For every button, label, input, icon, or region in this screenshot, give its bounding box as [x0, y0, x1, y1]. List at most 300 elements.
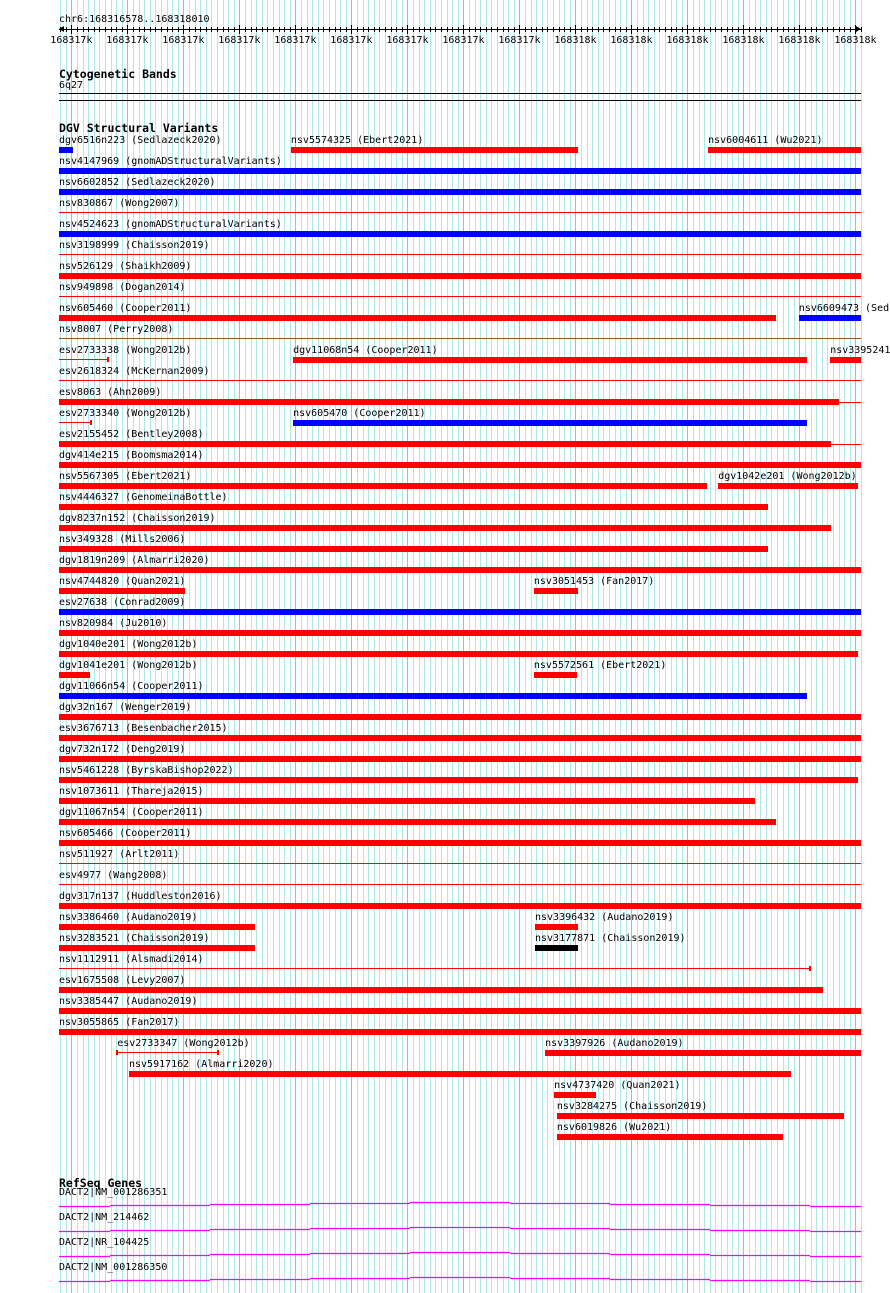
variant-bar[interactable]: [59, 777, 858, 783]
variant-bar[interactable]: [59, 672, 90, 678]
minor-tick: [363, 27, 364, 32]
minor-tick: [783, 27, 784, 32]
minor-tick: [542, 27, 543, 32]
minor-tick: [413, 27, 414, 32]
gene-label[interactable]: DACT2|NM_214462: [59, 1212, 150, 1223]
track-row: [0, 450, 890, 471]
feature-label[interactable]: nsv4147969 (gnomADStructuralVariants): [59, 156, 282, 167]
variant-bar[interactable]: [293, 357, 807, 363]
variant-bar[interactable]: [59, 756, 861, 762]
feature-label[interactable]: nsv3177871 (Chaisson2019): [535, 933, 686, 944]
minor-tick: [195, 27, 196, 32]
minor-tick: [385, 27, 386, 32]
minor-tick: [822, 27, 823, 32]
location-label: chr6:168316578..168318010: [59, 14, 210, 25]
track-row: [0, 513, 890, 534]
major-tick: [239, 25, 240, 34]
minor-tick: [66, 27, 67, 32]
variant-bar[interactable]: [554, 1092, 596, 1098]
variant-bar[interactable]: [59, 609, 861, 615]
tick-label: 168318k: [722, 35, 765, 46]
feature-label[interactable]: esv2733338 (Wong2012b): [59, 345, 192, 356]
major-tick: [687, 25, 688, 34]
track-row: [0, 954, 890, 975]
track-row: [0, 1101, 890, 1122]
feature-label[interactable]: nsv4446327 (GenomeinaBottle): [59, 492, 228, 503]
minor-tick: [603, 27, 604, 32]
major-tick: [519, 25, 520, 34]
minor-tick: [88, 27, 89, 32]
variant-bar[interactable]: [59, 714, 861, 720]
minor-tick: [816, 27, 817, 32]
feature-label[interactable]: nsv6609473 (Sed: [798, 303, 890, 314]
cytoband-label: 6q27: [59, 80, 84, 91]
feature-label[interactable]: nsv605466 (Cooper2011): [59, 828, 192, 839]
variant-line[interactable]: [59, 359, 108, 360]
minor-tick: [553, 27, 554, 32]
feature-label[interactable]: nsv4737420 (Quan2021): [554, 1080, 681, 1091]
track-row: [0, 324, 890, 345]
minor-tick: [133, 27, 134, 32]
track-row: [0, 933, 890, 954]
variant-bar[interactable]: [59, 1008, 861, 1014]
gene-feature[interactable]: [0, 1259, 890, 1284]
variant-bar[interactable]: [129, 1071, 791, 1077]
gene-label[interactable]: DACT2|NR_104425: [59, 1237, 150, 1248]
variant-bar[interactable]: [534, 588, 578, 594]
feature-label[interactable]: esv4977 (Wang2008): [59, 870, 168, 881]
feature-label[interactable]: nsv3198999 (Chaisson2019): [59, 240, 210, 251]
minor-tick: [659, 27, 660, 32]
track-title: Cytogenetic Bands: [59, 67, 177, 81]
minor-tick: [491, 27, 492, 32]
feature-label[interactable]: nsv3396432 (Audano2019): [535, 912, 674, 923]
minor-tick: [189, 27, 190, 32]
minor-tick: [749, 27, 750, 32]
minor-tick: [178, 27, 179, 32]
track-row: [0, 261, 890, 282]
minor-tick: [441, 27, 442, 32]
variant-bar[interactable]: [59, 399, 839, 405]
feature-label[interactable]: nsv830867 (Wong2007): [59, 198, 180, 209]
variant-bar[interactable]: [718, 483, 858, 489]
variant-line[interactable]: [59, 254, 861, 255]
minor-tick: [105, 27, 106, 32]
feature-label[interactable]: dgv317n137 (Huddleston2016): [59, 891, 222, 902]
end-tick: [809, 966, 811, 971]
feature-label[interactable]: nsv3395241: [830, 345, 890, 356]
track-row: [0, 492, 890, 513]
variant-bar[interactable]: [293, 420, 807, 426]
variant-line[interactable]: [59, 422, 91, 423]
track-row: [0, 1038, 890, 1059]
cytoband-outline-bottom: [59, 100, 861, 101]
track-row: [0, 555, 890, 576]
minor-tick: [771, 27, 772, 32]
variant-bar[interactable]: [830, 357, 861, 363]
minor-tick: [732, 27, 733, 32]
feature-label[interactable]: nsv605460 (Cooper2011): [59, 303, 192, 314]
variant-bar[interactable]: [545, 1050, 861, 1056]
feature-label[interactable]: nsv526129 (Shaikh2009): [59, 261, 192, 272]
track-row: [0, 1122, 890, 1143]
feature-label[interactable]: dgv8237n152 (Chaisson2019): [59, 513, 216, 524]
minor-tick: [766, 27, 767, 32]
minor-tick: [217, 27, 218, 32]
minor-tick: [419, 27, 420, 32]
minor-tick: [60, 27, 61, 32]
major-tick: [351, 25, 352, 34]
variant-bar[interactable]: [59, 903, 861, 909]
track-row: [0, 996, 890, 1017]
minor-tick: [273, 27, 274, 32]
minor-tick: [374, 27, 375, 32]
minor-tick: [402, 27, 403, 32]
major-tick: [575, 25, 576, 34]
minor-tick: [475, 27, 476, 32]
feature-label[interactable]: nsv3386460 (Audano2019): [59, 912, 198, 923]
major-tick: [743, 25, 744, 34]
variant-bar[interactable]: [59, 483, 707, 489]
variant-bar[interactable]: [557, 1113, 844, 1119]
track-row: [0, 975, 890, 996]
minor-tick: [357, 27, 358, 32]
minor-tick: [827, 27, 828, 32]
track-row: [0, 597, 890, 618]
track-row: [0, 660, 890, 681]
minor-tick: [469, 27, 470, 32]
minor-tick: [648, 27, 649, 32]
minor-tick: [480, 27, 481, 32]
variant-bar[interactable]: [59, 441, 831, 447]
minor-tick: [615, 27, 616, 32]
variant-line[interactable]: [59, 338, 861, 339]
feature-label[interactable]: esv2618324 (McKernan2009): [59, 366, 210, 377]
feature-label[interactable]: dgv11068n54 (Cooper2011): [293, 345, 438, 356]
feature-label[interactable]: nsv820984 (Ju2010): [59, 618, 168, 629]
end-tick: [217, 1050, 219, 1055]
minor-tick: [290, 27, 291, 32]
minor-tick: [710, 27, 711, 32]
feature-label[interactable]: dgv1819n209 (Almarri2020): [59, 555, 210, 566]
feature-label[interactable]: dgv32n167 (Wenger2019): [59, 702, 192, 713]
end-tick: [90, 420, 92, 425]
tick-label: 168318k: [666, 35, 709, 46]
tick-label: 168317k: [442, 35, 485, 46]
feature-label[interactable]: nsv5461228 (ByrskaBishop2022): [59, 765, 234, 776]
variant-bar[interactable]: [59, 546, 768, 552]
variant-bar[interactable]: [59, 945, 255, 951]
variant-bar[interactable]: [59, 504, 768, 510]
variant-bar[interactable]: [59, 189, 861, 195]
gene-intron-line[interactable]: [0, 1209, 890, 1234]
major-tick: [183, 25, 184, 34]
minor-tick: [262, 27, 263, 32]
feature-label[interactable]: nsv349328 (Mills2006): [59, 534, 186, 545]
minor-tick: [346, 27, 347, 32]
variant-bar[interactable]: [59, 819, 776, 825]
minor-tick: [531, 27, 532, 32]
feature-label[interactable]: nsv8007 (Perry2008): [59, 324, 174, 335]
variant-bar[interactable]: [59, 924, 255, 930]
minor-tick: [497, 27, 498, 32]
track-row: [0, 387, 890, 408]
feature-label[interactable]: dgv11066n54 (Cooper2011): [59, 681, 204, 692]
minor-tick: [312, 27, 313, 32]
minor-tick: [172, 27, 173, 32]
feature-label[interactable]: nsv5572561 (Ebert2021): [533, 660, 667, 671]
variant-bar[interactable]: [59, 315, 776, 321]
variant-bar[interactable]: [535, 924, 578, 930]
variant-bar[interactable]: [59, 567, 861, 573]
tick-label: 168318k: [554, 35, 597, 46]
gene-feature[interactable]: [0, 1209, 890, 1234]
feature-label[interactable]: dgv1042e201 (Wong2012b): [718, 471, 857, 482]
minor-tick: [559, 27, 560, 32]
minor-tick: [284, 27, 285, 32]
feature-label[interactable]: nsv5574325 (Ebert2021): [290, 135, 424, 146]
feature-label[interactable]: nsv605470 (Cooper2011): [293, 408, 426, 419]
variant-bar[interactable]: [59, 588, 185, 594]
gene-intron-line[interactable]: [0, 1259, 890, 1284]
variant-bar[interactable]: [59, 462, 861, 468]
track-row: [0, 303, 890, 324]
gene-label[interactable]: DACT2|NM_001286350: [59, 1262, 168, 1273]
variant-line[interactable]: [117, 1052, 218, 1053]
tick-label: 168317k: [50, 35, 93, 46]
minor-tick: [514, 27, 515, 32]
feature-label[interactable]: nsv6602852 (Sedlazeck2020): [59, 177, 216, 188]
track-row: [0, 576, 890, 597]
feature-label[interactable]: nsv3055865 (Fan2017): [59, 1017, 180, 1028]
minor-tick: [592, 27, 593, 32]
feature-label[interactable]: nsv5917162 (Almarri2020): [129, 1059, 274, 1070]
minor-tick: [693, 27, 694, 32]
minor-tick: [200, 27, 201, 32]
minor-tick: [161, 27, 162, 32]
tick-label: 168318k: [610, 35, 653, 46]
feature-label[interactable]: nsv949898 (Dogan2014): [59, 282, 186, 293]
minor-tick: [452, 27, 453, 32]
variant-bar[interactable]: [557, 1134, 783, 1140]
variant-bar[interactable]: [59, 693, 807, 699]
minor-tick: [211, 27, 212, 32]
major-tick: [127, 25, 128, 34]
feature-label[interactable]: nsv511927 (Arlt2011): [59, 849, 180, 860]
track-row: [0, 534, 890, 555]
minor-tick: [620, 27, 621, 32]
variant-tail-line[interactable]: [839, 402, 861, 403]
minor-tick: [738, 27, 739, 32]
feature-label[interactable]: nsv3385447 (Audano2019): [59, 996, 198, 1007]
variant-bar[interactable]: [534, 672, 577, 678]
minor-tick: [486, 27, 487, 32]
track-row: [0, 429, 890, 450]
minor-tick: [245, 27, 246, 32]
feature-label[interactable]: nsv3284275 (Chaisson2019): [556, 1101, 708, 1112]
feature-label[interactable]: nsv6019826 (Wu2021): [556, 1122, 672, 1133]
feature-label[interactable]: dgv1040e201 (Wong2012b): [59, 639, 198, 650]
feature-label[interactable]: dgv732n172 (Deng2019): [59, 744, 186, 755]
minor-tick: [503, 27, 504, 32]
track-row: [0, 639, 890, 660]
minor-tick: [307, 27, 308, 32]
variant-bar[interactable]: [59, 273, 861, 279]
track-row: [0, 1080, 890, 1101]
variant-bar[interactable]: [59, 231, 861, 237]
gene-label[interactable]: DACT2|NM_001286351: [59, 1187, 168, 1198]
minor-tick: [833, 27, 834, 32]
major-tick: [631, 25, 632, 34]
variant-bar[interactable]: [291, 147, 578, 153]
tick-label: 168317k: [330, 35, 373, 46]
variant-tail-line[interactable]: [831, 444, 861, 445]
variant-bar[interactable]: [708, 147, 861, 153]
minor-tick: [379, 27, 380, 32]
tick-label: 168317k: [498, 35, 541, 46]
feature-label[interactable]: nsv5567305 (Ebert2021): [59, 471, 192, 482]
variant-bar[interactable]: [59, 987, 823, 993]
variant-line[interactable]: [59, 968, 810, 969]
feature-label[interactable]: nsv3051453 (Fan2017): [533, 576, 655, 587]
minor-tick: [665, 27, 666, 32]
track-row: [0, 786, 890, 807]
variant-bar[interactable]: [59, 798, 755, 804]
minor-tick: [777, 27, 778, 32]
minor-tick: [643, 27, 644, 32]
feature-label[interactable]: dgv6516n223 (Sedlazeck2020): [59, 135, 222, 146]
minor-tick: [228, 27, 229, 32]
track-row: [0, 681, 890, 702]
variant-bar[interactable]: [59, 147, 73, 153]
feature-label[interactable]: esv2155452 (Bentley2008): [59, 429, 204, 440]
variant-line[interactable]: [59, 212, 861, 213]
minor-tick: [435, 27, 436, 32]
end-tick: [107, 357, 109, 362]
minor-tick: [547, 27, 548, 32]
minor-tick: [755, 27, 756, 32]
variant-bar[interactable]: [799, 315, 861, 321]
track-row: [0, 870, 890, 891]
variant-bar[interactable]: [59, 1029, 861, 1035]
feature-label[interactable]: esv2733347 (Wong2012b): [117, 1038, 250, 1049]
tick-label: 168317k: [274, 35, 317, 46]
feature-label[interactable]: esv27638 (Conrad2009): [59, 597, 186, 608]
variant-line[interactable]: [59, 884, 861, 885]
track-row: [0, 702, 890, 723]
track-row: [0, 366, 890, 387]
feature-label[interactable]: dgv1041e201 (Wong2012b): [59, 660, 198, 671]
variant-bar[interactable]: [59, 525, 831, 531]
gene-intron-line[interactable]: [0, 1234, 890, 1259]
minor-tick: [155, 27, 156, 32]
track-row: [0, 219, 890, 240]
minor-tick: [256, 27, 257, 32]
variant-bar[interactable]: [59, 735, 861, 741]
feature-label[interactable]: esv1675508 (Levy2007): [59, 975, 186, 986]
minor-tick: [861, 27, 862, 32]
minor-tick: [167, 27, 168, 32]
feature-label[interactable]: nsv1073611 (Thareja2015): [59, 786, 204, 797]
gene-feature[interactable]: [0, 1184, 890, 1209]
minor-tick: [396, 27, 397, 32]
minor-tick: [144, 27, 145, 32]
track-row: [0, 177, 890, 198]
track-row: [0, 849, 890, 870]
tick-label: 168317k: [106, 35, 149, 46]
feature-label[interactable]: esv8063 (Ahn2009): [59, 387, 162, 398]
variant-bar[interactable]: [59, 630, 861, 636]
gene-intron-line[interactable]: [0, 1184, 890, 1209]
track-row: [0, 345, 890, 366]
minor-tick: [122, 27, 123, 32]
track-title: RefSeq Genes: [59, 1176, 143, 1190]
track-row: [0, 198, 890, 219]
minor-tick: [682, 27, 683, 32]
major-tick: [855, 25, 856, 34]
minor-tick: [94, 27, 95, 32]
feature-label[interactable]: esv3676713 (Besenbacher2015): [59, 723, 228, 734]
variant-bar[interactable]: [59, 168, 861, 174]
minor-tick: [447, 27, 448, 32]
minor-tick: [704, 27, 705, 32]
minor-tick: [811, 27, 812, 32]
variant-line[interactable]: [59, 296, 861, 297]
minor-tick: [368, 27, 369, 32]
minor-tick: [536, 27, 537, 32]
variant-bar[interactable]: [59, 840, 861, 846]
track-row: [0, 471, 890, 492]
minor-tick: [626, 27, 627, 32]
variant-line[interactable]: [59, 863, 861, 864]
minor-tick: [525, 27, 526, 32]
minor-tick: [564, 27, 565, 32]
feature-label[interactable]: nsv1112911 (Alsmadi2014): [59, 954, 204, 965]
minor-tick: [234, 27, 235, 32]
variant-line[interactable]: [59, 380, 861, 381]
minor-tick: [329, 27, 330, 32]
feature-label[interactable]: nsv4524623 (gnomADStructuralVariants): [59, 219, 282, 230]
feature-label[interactable]: dgv414e215 (Boomsma2014): [59, 450, 204, 461]
feature-label[interactable]: nsv4744820 (Quan2021): [59, 576, 186, 587]
minor-tick: [508, 27, 509, 32]
feature-label[interactable]: nsv6004611 (Wu2021): [708, 135, 823, 146]
minor-tick: [805, 27, 806, 32]
minor-tick: [391, 27, 392, 32]
tick-label: 168318k: [834, 35, 877, 46]
minor-tick: [267, 27, 268, 32]
feature-label[interactable]: dgv11067n54 (Cooper2011): [59, 807, 204, 818]
track-row: [0, 1017, 890, 1038]
track-row: [0, 723, 890, 744]
minor-tick: [116, 27, 117, 32]
feature-label[interactable]: nsv3397926 (Audano2019): [545, 1038, 684, 1049]
track-row: [0, 282, 890, 303]
feature-label[interactable]: nsv3283521 (Chaisson2019): [59, 933, 210, 944]
track-row: [0, 1059, 890, 1080]
variant-bar[interactable]: [535, 945, 578, 951]
minor-tick: [206, 27, 207, 32]
major-tick: [799, 25, 800, 34]
gene-feature[interactable]: [0, 1234, 890, 1259]
feature-label[interactable]: esv2733340 (Wong2012b): [59, 408, 192, 419]
minor-tick: [279, 27, 280, 32]
minor-tick: [318, 27, 319, 32]
minor-tick: [671, 27, 672, 32]
variant-bar[interactable]: [59, 651, 858, 657]
minor-tick: [340, 27, 341, 32]
minor-tick: [99, 27, 100, 32]
